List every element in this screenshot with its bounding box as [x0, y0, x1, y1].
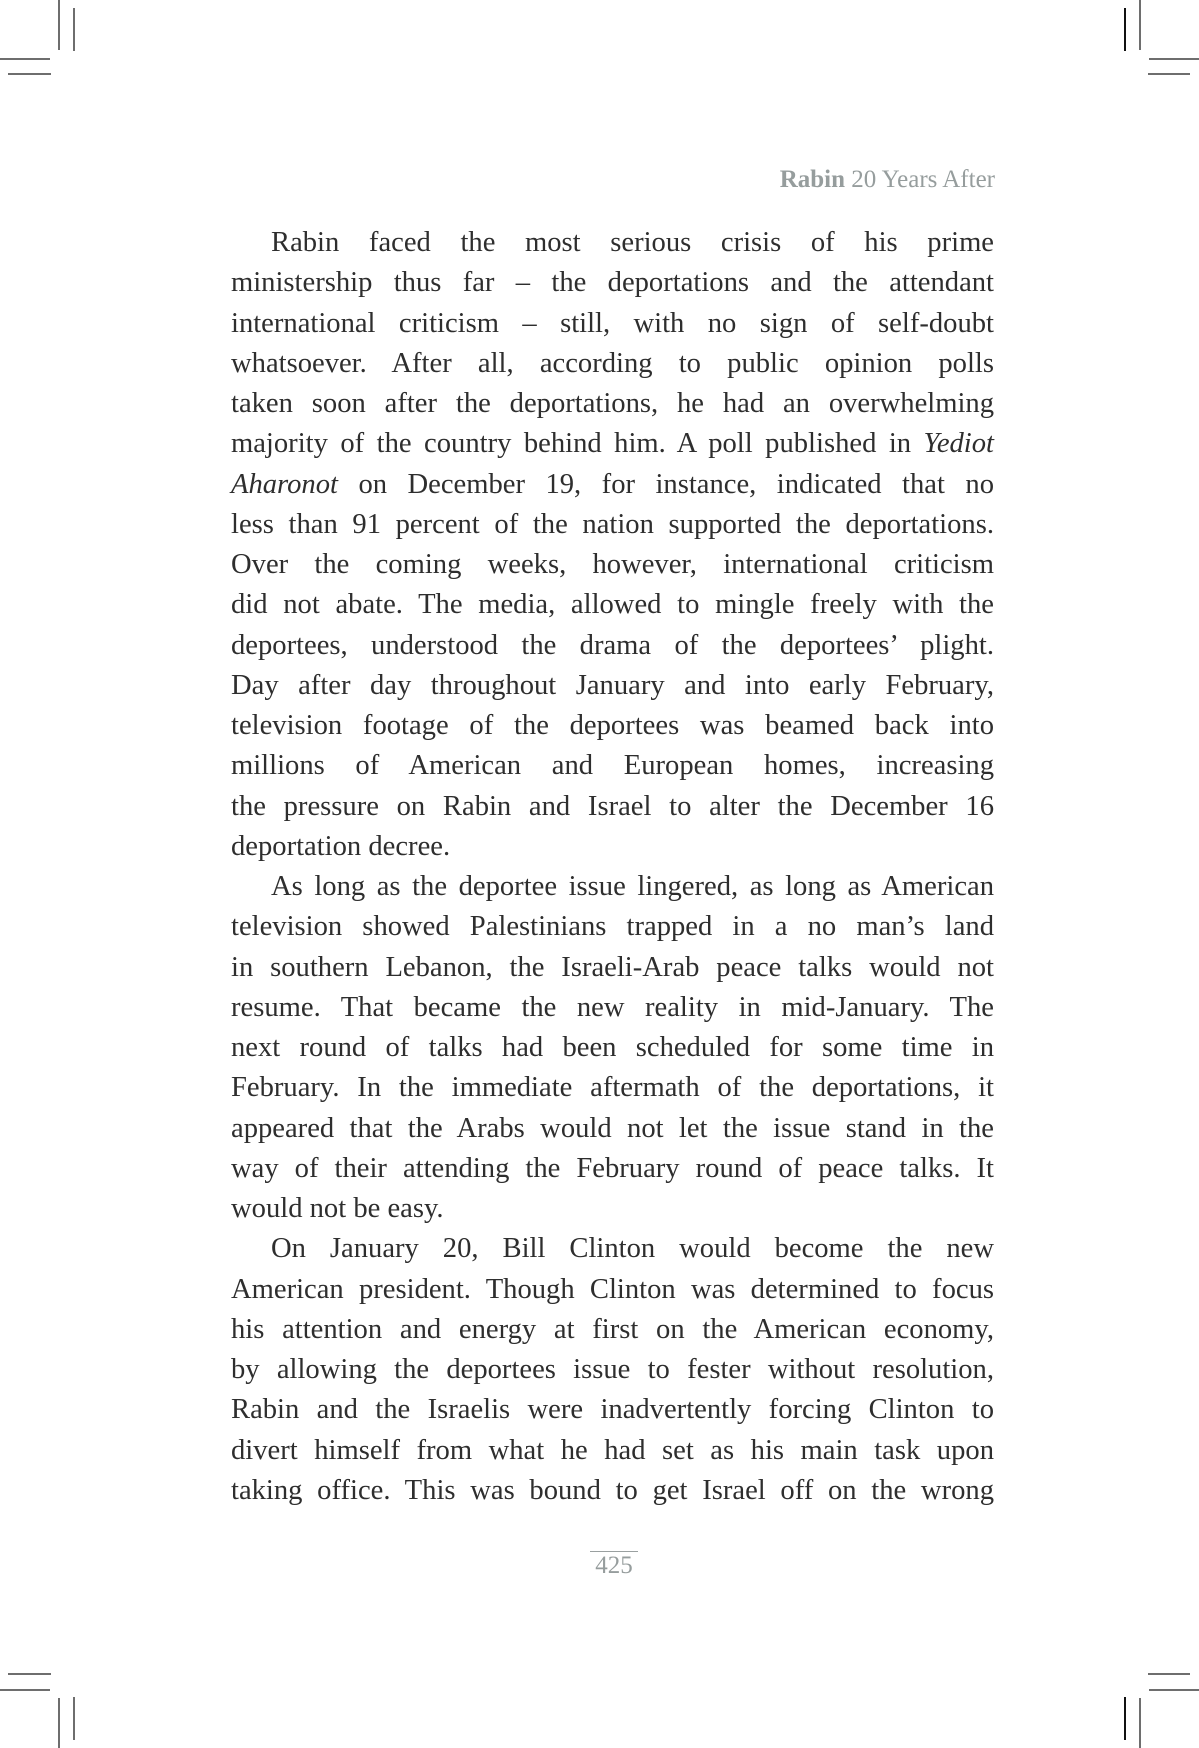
text-line: As long as the deportee issue lingered, as long as American — [271, 871, 994, 902]
text-line: less than 91 percent of the nation supported the deportations. — [231, 508, 994, 540]
text-line: On January 20, Bill Clinton would become the new — [271, 1233, 994, 1265]
text-line: taking office. This was bound to get Israel off on the wrong — [231, 1474, 994, 1506]
text-line: appeared that the Arabs would not let the issue stand in the — [231, 1112, 994, 1144]
crop-mark-bottom-left-v2 — [73, 1697, 75, 1740]
text-line: did not abate. The media, allowed to mingle freely with the — [231, 589, 994, 621]
crop-mark-bottom-left-h2 — [0, 1689, 50, 1691]
crop-mark-bottom-left-v1 — [58, 1698, 60, 1748]
text-line: Rabin and the Israelis were inadvertently forcing Clinton to — [231, 1394, 994, 1426]
crop-mark-top-right-v2 — [1139, 0, 1141, 50]
crop-mark-top-left-v1 — [58, 0, 60, 50]
text-line: way of their attending the February round of peace talks. It — [231, 1152, 994, 1184]
paragraph — [231, 1229, 994, 1511]
text-line: Rabin faced the most serious crisis of his prime — [271, 227, 994, 258]
italic-title: Aharonot — [231, 468, 338, 500]
text-line: by allowing the deportees issue to fester without resolution, — [231, 1354, 994, 1385]
text-line: divert himself from what he had set as his main task upon — [231, 1434, 994, 1466]
crop-mark-top-left-h1 — [0, 58, 50, 60]
text-line: deportees, understood the drama of the deportees’ plight. — [231, 629, 994, 661]
text-line: resume. That became the new reality in mid-January. The — [231, 991, 994, 1023]
crop-mark-bottom-left-h1 — [8, 1673, 51, 1675]
page-number: 425 — [595, 1552, 633, 1579]
running-header — [780, 166, 995, 194]
text-line — [231, 424, 994, 464]
crop-mark-bottom-right-h1 — [1148, 1673, 1190, 1675]
text-line: international criticism – still, with no sign of self-doubt — [231, 307, 994, 339]
text-line: taken soon after the deportations, he had an overwhelming — [231, 388, 994, 419]
italic-title: Yediot — [923, 428, 994, 460]
text-line: ministership thus far – the deportations and the attendant — [231, 267, 994, 299]
crop-mark-top-right-h2 — [1148, 73, 1190, 75]
text-segment: on December 19, for instance, indicated that no — [358, 468, 994, 500]
crop-mark-top-left-h2 — [8, 73, 51, 75]
text-line: Over the coming weeks, however, international criticism — [231, 549, 994, 580]
text-line: next round of talks had been scheduled for some time in — [231, 1032, 994, 1063]
text-line — [231, 465, 994, 505]
crop-mark-top-left-v2 — [73, 8, 75, 51]
text-line: millions of American and European homes, increasing — [231, 750, 994, 782]
text-segment: majority of the country behind him. A poll published in — [231, 428, 924, 460]
crop-mark-top-right-h1 — [1149, 58, 1199, 60]
crop-mark-top-right-v1 — [1124, 8, 1126, 51]
paragraph — [231, 867, 994, 1229]
crop-mark-bottom-right-v1 — [1124, 1697, 1126, 1740]
text-line: television footage of the deportees was beamed back into — [231, 710, 994, 741]
paragraph — [231, 223, 994, 867]
crop-mark-bottom-right-v2 — [1139, 1698, 1141, 1748]
text-line: February. In the immediate aftermath of the deportations, it — [231, 1072, 994, 1104]
text-line: would not be easy. — [231, 1193, 444, 1224]
text-line: American president. Though Clinton was determined to focus — [231, 1273, 994, 1305]
text-line: in southern Lebanon, the Israeli-Arab peace talks would not — [231, 951, 994, 983]
running-header-rest: 20 Years After — [845, 166, 995, 193]
text-line: deportation decree. — [231, 830, 451, 862]
crop-mark-bottom-right-h2 — [1149, 1689, 1199, 1691]
running-header-bold: Rabin — [779, 166, 845, 193]
body-text — [231, 223, 994, 1511]
text-line: television showed Palestinians trapped in a no man’s land — [231, 911, 994, 943]
text-line: whatsoever. After all, according to public opinion polls — [231, 347, 994, 379]
text-line: the pressure on Rabin and Israel to alter the December 16 — [231, 790, 994, 822]
text-line: his attention and energy at first on the American economy, — [231, 1313, 994, 1345]
text-line: Day after day throughout January and into early February, — [231, 669, 994, 701]
